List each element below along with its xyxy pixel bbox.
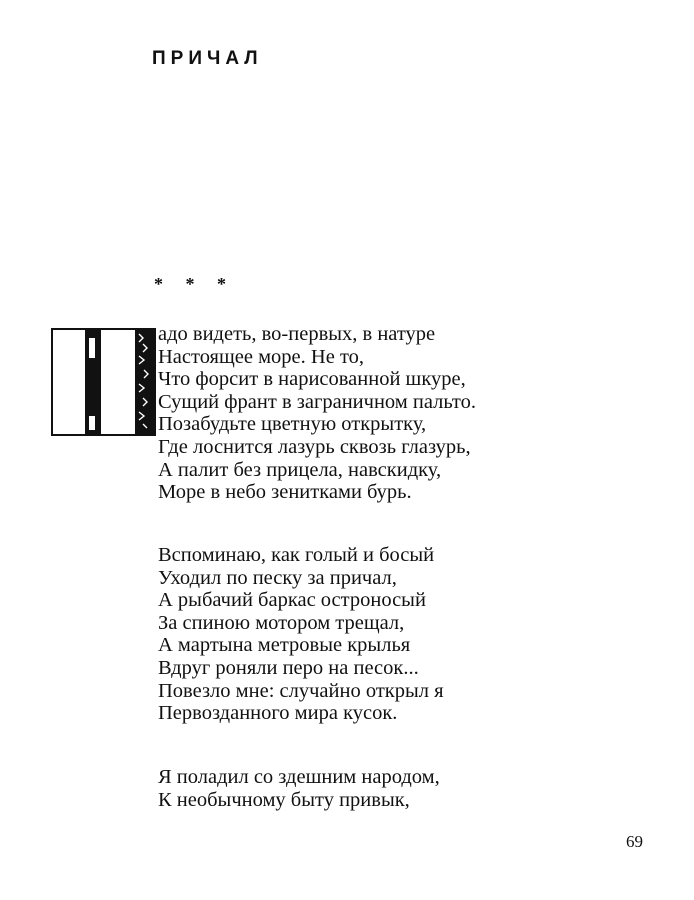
verse-line: Уходил по песку за причал,	[158, 566, 397, 589]
verse-line: Настоящее море. Не то,	[158, 345, 365, 368]
verse-line: К необычному быту привык,	[158, 788, 410, 811]
verse-line: Сущий франт в заграничном пальто.	[158, 390, 477, 413]
verse-line: Где лоснится лазурь сквозь глазурь,	[158, 435, 471, 458]
poem-title: ПРИЧАЛ	[152, 48, 263, 69]
stanza-3	[158, 766, 440, 811]
verse-line: адо видеть, во-первых, в натуре	[158, 323, 436, 345]
verse-line: А рыбачий баркас остроносый	[158, 589, 426, 612]
verse-line: Вдруг роняли перо на песок...	[158, 656, 419, 679]
verse-line: Что форсит в нарисованной шкуре,	[158, 368, 466, 391]
verse-line: Повезло мне: случайно открыл я	[158, 679, 444, 702]
verse-line: За спиною мотором трещал,	[158, 611, 405, 634]
drop-cap-n-icon	[51, 328, 156, 436]
verse-line: Первозданного мира кусок.	[158, 702, 398, 725]
stanza-2	[158, 544, 444, 725]
section-separator: * * *	[154, 274, 235, 294]
verse-line: Я поладил со здешним народом,	[158, 766, 440, 788]
verse-line: А палит без прицела, навскидку,	[158, 458, 442, 481]
verse-line: Позабудьте цветную открытку,	[158, 413, 427, 436]
verse-line: Море в небо зенитками бурь.	[158, 481, 412, 504]
verse-line: А мартына метровые крылья	[158, 634, 411, 657]
page-number: 69	[626, 832, 643, 851]
stanza-1	[158, 323, 476, 504]
verse-line: Вспоминаю, как голый и босый	[158, 544, 435, 566]
